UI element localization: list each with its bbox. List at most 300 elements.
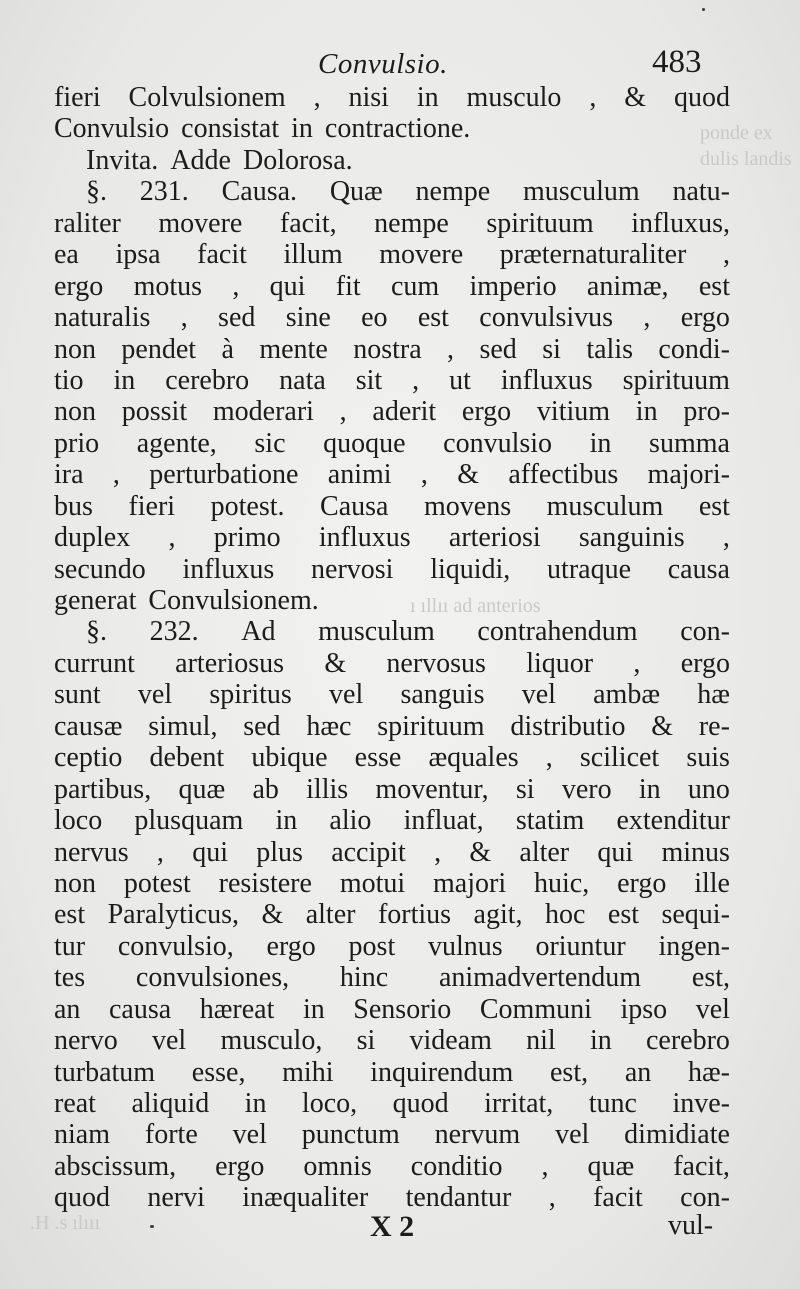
word: ergo [266,930,316,962]
word: sit [355,364,383,396]
text-line [54,396,730,427]
word: qui [192,836,228,868]
word: uno [687,773,730,805]
word: fortius [377,899,452,931]
word: ipsa [115,239,161,271]
word: tunc [588,1088,637,1119]
word: Quæ [329,176,383,208]
word: arteriosi [448,522,541,554]
word: nervosi [311,553,394,585]
word: causæ [54,710,123,742]
word: distributio [510,710,626,742]
word: primo [213,522,281,554]
word: , [420,459,428,491]
word: est [607,899,639,931]
word: nempe [415,176,491,208]
text-line [54,1088,730,1119]
word: , [313,82,321,113]
word: potest [123,867,191,899]
word: fit [335,270,361,302]
text-line [54,271,730,302]
word: influxus [182,553,275,585]
word: videam [409,1025,492,1057]
word: , [633,647,641,679]
word: musculo [466,82,562,113]
word: loco, [301,1088,358,1119]
word: & [457,459,479,491]
word: , [180,302,188,334]
word: currunt [54,647,135,679]
word: in [589,1025,612,1057]
text-line [54,82,730,113]
show-through-text: ponde ex [700,122,773,144]
word: est [54,899,86,931]
word: spirituum [622,364,730,396]
word: influxus [500,364,593,396]
word: dimidiate [624,1119,730,1151]
word: in [589,427,612,459]
word: si [542,333,561,365]
word: motui [339,867,406,899]
word: majori [433,867,507,899]
word: nervi [147,1182,205,1214]
word: niam [54,1119,110,1151]
word: influat, [403,805,484,837]
word: hæ- [687,1056,730,1088]
text-line [54,459,730,490]
word: contractione. [324,113,471,145]
word: Colvulsionem [128,82,286,113]
word: re- [698,710,730,742]
word: , [232,270,240,302]
word: post [348,930,396,962]
text-line [54,774,730,805]
word: ingen- [658,930,730,962]
word: ergo [617,867,667,899]
word: irritat, [484,1088,554,1119]
word: ergo [54,270,104,302]
ink-speck [150,1225,154,1228]
word: nervum [434,1119,521,1151]
word: ipso [620,993,668,1025]
word: movere [158,207,243,239]
word: forte [144,1119,198,1151]
word: ergo [461,396,512,428]
text-line [54,616,730,647]
word: Paralyticus, [107,899,239,931]
word: alio [329,805,372,837]
word: musculum [546,490,664,522]
word: Invita. [86,144,159,176]
text-line [54,302,730,333]
word: hæ [697,679,730,711]
word: utraque [547,553,632,585]
word: vel [521,679,556,711]
word: ergo [215,1150,265,1182]
word: alter [519,836,570,868]
word: possit [121,396,188,428]
word: præternaturaliter [499,239,687,271]
word: inæqualiter [242,1182,369,1214]
word: oriuntur [535,930,626,962]
word: liquor [526,647,594,679]
word: aliquid [131,1088,210,1119]
word: nervo [54,1025,118,1057]
word: , [412,364,420,396]
text-line [54,837,730,868]
word: minus [661,836,730,868]
word: sed [479,333,517,365]
word: Convulsionem. [148,585,319,616]
word: ceptio [54,742,123,774]
word: ab [252,773,279,805]
word: sine [285,302,331,334]
word: mente [259,333,328,365]
word: non [54,396,96,428]
word: nata [279,364,326,396]
word: potest. [210,490,285,522]
word: , [434,836,442,868]
word: raliter [54,207,121,239]
word: loco [54,805,103,837]
word: secundo [54,553,146,585]
word: ubique [251,742,328,774]
word: esse, [191,1056,246,1088]
ink-speck [702,8,705,11]
word: in [275,805,298,837]
word: est, [550,1056,589,1088]
word: esse [354,742,402,774]
word: non [54,867,96,899]
word: animæ, [586,270,669,302]
text-line [54,1119,730,1150]
text-line [54,899,730,930]
word: §. [86,616,107,648]
word: debent [149,742,225,774]
word: agit, [473,899,523,931]
word: sed [243,710,281,742]
word: spiritus [209,679,292,711]
word: 231. [139,176,189,208]
word: abscissum, [54,1150,177,1182]
word: generat [54,585,137,616]
word: affectibus [508,459,619,491]
text-line [54,1057,730,1088]
word: con- [680,616,730,648]
word: hæreat [199,993,275,1025]
text-line [54,648,730,679]
page-footer [0,1210,800,1250]
word: sed [218,302,256,334]
word: pro- [683,396,730,428]
word: , [548,1182,556,1214]
word: an [54,993,81,1025]
catchword: vul- [668,1210,714,1241]
word: & [261,899,284,931]
text-line [54,868,730,899]
text-line [54,365,730,396]
word: , [722,522,730,554]
word: imperio [469,270,557,302]
word: nisi [348,82,389,113]
word: motus [133,270,203,302]
word: quæ [587,1150,635,1182]
word: consistat [181,113,280,145]
word: vel [695,993,730,1025]
word: eo [361,302,388,334]
word: musculum [522,176,640,208]
text-line [54,1151,730,1182]
word: qui [597,836,634,868]
word: vel [137,679,173,711]
word: in [113,364,136,396]
word: in [302,993,325,1025]
word: liquidi, [430,553,511,585]
word: huic, [534,867,590,899]
word: ergo [680,302,730,334]
word: & [469,836,492,868]
word: vitium [536,396,611,428]
word: quod [392,1088,449,1119]
word: scilicet [579,742,660,774]
text-line [54,145,730,176]
word: ergo [680,647,730,679]
word: sunt [54,679,101,711]
word: , [168,522,176,554]
word: à [221,333,234,365]
word: cerebro [645,1025,730,1057]
word: vel [555,1119,590,1151]
word: illum [283,239,343,271]
word: omnis [303,1150,372,1182]
word: 232. [149,616,199,648]
word: facit [197,239,247,271]
word: & [651,710,674,742]
word: facit, [279,207,337,239]
text-line [54,239,730,270]
word: & [624,82,647,113]
word: nervus [54,836,129,868]
word: Causa [320,490,389,522]
word: quod [673,82,730,113]
text-line [54,679,730,710]
word: mihi [282,1056,334,1088]
word: quod [54,1182,110,1214]
text-line [54,554,730,585]
word: animi [327,459,392,491]
word: alter [305,899,356,931]
word: tio [54,364,84,396]
word: contrahendum [477,616,638,648]
word: convulsio [443,427,553,459]
word: natu- [672,176,730,208]
word: illis [306,773,349,805]
text-line [54,208,730,239]
word: musculo, [220,1025,323,1057]
word: in [638,773,661,805]
word: spirituum [486,207,594,239]
word: inquirendum [370,1056,514,1088]
word: vulnus [428,930,503,962]
word: , [589,82,597,113]
word: tes [54,962,86,994]
word: est, [691,962,730,994]
word: , [722,239,730,271]
word: accipit [331,836,406,868]
word: prio [54,427,100,459]
word: convulsiones, [135,962,290,994]
text-line [54,491,730,522]
text-line [54,805,730,836]
word: arteriosus [175,647,285,679]
word: inve- [672,1088,730,1119]
word: causa [667,553,730,585]
word: si [356,1025,376,1057]
word: nil [526,1025,556,1057]
word: statim [515,805,585,837]
word: cum [390,270,440,302]
word: perturbatione [149,459,299,491]
word: sequi- [661,899,730,931]
word: sic [254,427,286,459]
word: ea [54,239,79,271]
word: Sensorio [353,993,452,1025]
running-title: Convulsio. [318,48,448,80]
word: plusquam [134,805,244,837]
word: est [417,302,449,334]
text-line [54,522,730,553]
text-line [54,711,730,742]
word: si [515,773,535,805]
word: reat [54,1088,96,1119]
word: ille [694,867,730,899]
word: turbatum [54,1056,156,1088]
word: ambæ [593,679,661,711]
word: in [635,396,658,428]
word: con- [680,1182,730,1214]
word: nempe [374,207,449,239]
word: simul, [148,710,218,742]
word: punctum [301,1119,400,1151]
word: æquales [428,742,519,774]
word: vel [329,679,364,711]
text-line [54,931,730,962]
word: tendantur [405,1182,512,1214]
word: vel [152,1025,187,1057]
word: bus [54,490,93,522]
word: hæc [306,710,352,742]
text-line [54,962,730,993]
word: naturalis [54,302,151,334]
word: vero [561,773,612,805]
text-line [54,176,730,207]
word: facit [593,1182,643,1214]
text-line [54,742,730,773]
word: convulsio, [117,930,234,962]
word: hinc [339,962,389,994]
word: convulsivus [479,302,614,334]
word: Causa. [221,176,298,208]
word: partibus, [54,773,152,805]
body-text [54,82,730,1214]
word: agente, [136,427,217,459]
word: in [244,1088,267,1119]
word: spirituum [377,710,485,742]
word: movens [424,490,512,522]
word: hoc [544,899,586,931]
word: nervosus [386,647,486,679]
text-line [54,994,730,1025]
word: talis [586,333,633,365]
word: sanguis [400,679,485,711]
word: est [698,490,730,522]
word: Convulsio [54,113,170,145]
word: movere [379,239,464,271]
word: , [545,742,553,774]
word: quæ [178,773,226,805]
word: Communi [479,993,592,1025]
word: duplex [54,522,131,554]
word: in [291,113,313,145]
text-line [54,585,730,616]
show-through-text: ı ıllıı ad anterios [410,595,541,617]
page-number: 483 [652,44,702,80]
word: , [112,459,120,491]
word: conditio [410,1150,503,1182]
word: fieri [54,82,101,113]
word: nostra [353,333,422,365]
word: in [416,82,439,113]
word: moventur, [375,773,489,805]
show-through-text: dulis landis [700,148,792,170]
word: ut [449,364,471,396]
word: Ad [241,616,276,648]
word: , [339,396,347,428]
word: influxus, [631,207,730,239]
word: majori- [647,459,730,491]
word: §. [86,176,107,208]
text-line [54,334,730,365]
word: qui [269,270,306,302]
word: moderari [212,396,314,428]
signature-mark: X 2 [370,1210,415,1243]
word: , [447,333,455,365]
text-line [54,428,730,459]
word: an [624,1056,652,1088]
word: musculum [318,616,435,648]
word: summa [649,427,730,459]
word: , [643,302,651,334]
word: & [324,647,347,679]
word: non [54,333,96,365]
word: resistere [218,867,312,899]
word: ira [54,459,84,491]
word: extenditur [616,805,730,837]
word: facit, [673,1150,730,1182]
word: cerebro [165,364,250,396]
word: quoque [323,427,406,459]
show-through-text: .H .s ılııı [30,1212,101,1234]
word: plus [256,836,303,868]
text-line [54,113,730,144]
word: sanguinis [578,522,685,554]
word: est [698,270,730,302]
word: fieri [128,490,176,522]
word: vel [232,1119,267,1151]
word: Adde [170,144,231,176]
word: animadvertendum [438,962,642,994]
word: causa [109,993,172,1025]
